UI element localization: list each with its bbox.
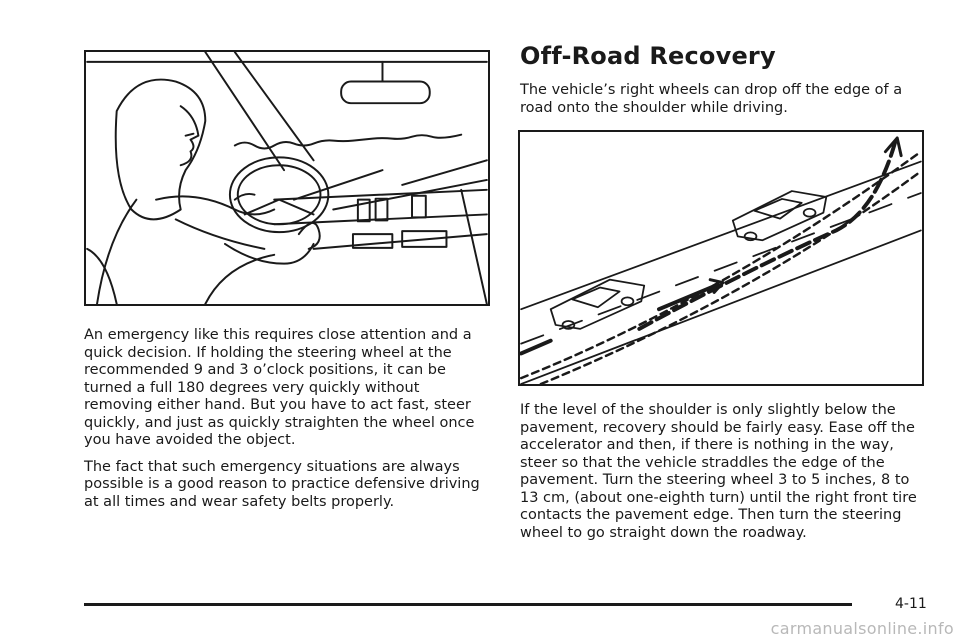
watermark: carmanualsonline.info: [770, 619, 954, 638]
right-body-block: [520, 402, 924, 551]
right-intro-paragraph: The vehicle’s right wheels can drop off the edge of a road onto the shoulder while driving.: [520, 82, 903, 116]
left-column: [84, 327, 490, 520]
road-drawing: [520, 132, 922, 384]
left-paragraph-1: An emergency like this requires close attention and a quick decision. If holding the steering wheel at the recommended 9 and 3 o’clock positions, it can be turned a full 180 degrees very quickly without removing either hand. But you have to act fast, steer quickly, and just as quickly straighten the wheel once you have avoided the object.: [84, 327, 475, 448]
page-number: 4-11: [895, 596, 927, 612]
driver-illustration: [84, 50, 490, 306]
left-paragraph-2: The fact that such emergency situations are always possible is a good reason to practice defensive driving at all times and wear safety belts properly.: [84, 458, 480, 510]
section-heading: Off-Road Recovery: [520, 42, 776, 70]
driver-drawing: [86, 52, 488, 304]
right-intro-block: [520, 82, 924, 126]
footer-rule: [84, 603, 852, 606]
right-body-paragraph: If the level of the shoulder is only slightly below the pavement, recovery should be fairly easy. Ease off the accelerator and then, if there is nothing in the way, steer so that the vehicle straddles the edge of the pavement. Turn the steering wheel 3 to 5 inches, 8 to 13 cm, (about one-eighth turn) until the right front tire contacts the pavement edge. Then turn the steering wheel to go straight down the roadway.: [520, 402, 917, 541]
road-illustration: [518, 130, 924, 386]
